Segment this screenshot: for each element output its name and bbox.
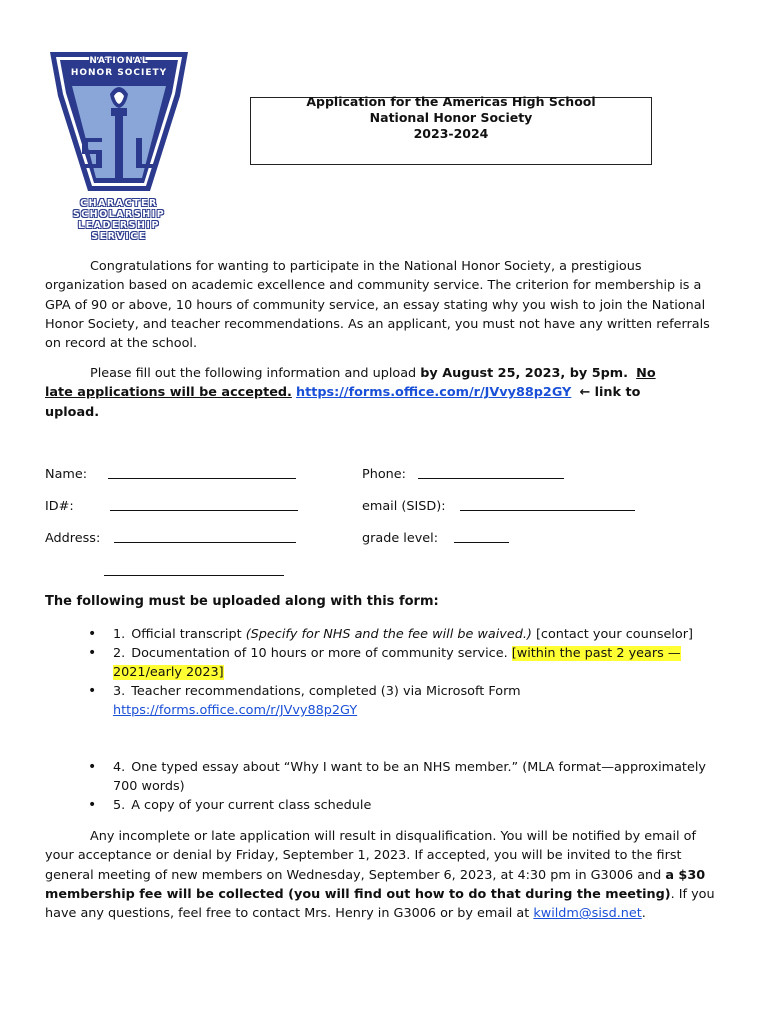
name-input[interactable] bbox=[108, 466, 296, 479]
email-input[interactable] bbox=[460, 498, 635, 511]
logo-motto: CHARACTER SCHOLARSHIP LEADERSHIP SERVICE bbox=[72, 198, 166, 242]
id-input[interactable] bbox=[110, 498, 298, 511]
logo-bottom-band: HONOR SOCIETY bbox=[70, 68, 168, 78]
list-item: • 5. A copy of your current class schedule bbox=[88, 796, 728, 815]
deadline-text: by August 25, 2023, by 5pm. bbox=[420, 366, 628, 381]
title-line-1: Application for the Americas High School bbox=[306, 94, 596, 109]
late-warning: late applications will be accepted. bbox=[45, 385, 292, 401]
list-item: • 1. Official transcript (Specify for NHS and the fee will be waived.) [contact your counselor] bbox=[88, 625, 728, 644]
grade-input[interactable] bbox=[454, 530, 509, 543]
list-item: • 3. Teacher recommendations, completed (3) via Microsoft Form https://forms.office.com/r/JVvy88p2GY bbox=[88, 682, 728, 720]
phone-field bbox=[362, 466, 406, 484]
instructions-paragraph: Please fill out the following information and upload by August 25, 2023, by 5pm. No late applications will be accepted. https://forms.office.com/r/JVvy88p2GY ← link to upload. bbox=[45, 366, 656, 420]
phone-label: Phone: bbox=[362, 467, 406, 482]
contact-email-link[interactable]: kwildm@sisd.net bbox=[533, 906, 642, 922]
requirements-list bbox=[88, 625, 728, 720]
title-line-3: 2023-2024 bbox=[413, 126, 489, 141]
email-label: email (SISD): bbox=[362, 499, 446, 514]
id-label: ID#: bbox=[45, 499, 74, 514]
grade-label: grade level: bbox=[362, 531, 439, 546]
id-field bbox=[45, 498, 74, 516]
requirements-list-continued bbox=[88, 758, 728, 815]
phone-input[interactable] bbox=[418, 466, 564, 479]
closing-paragraph: Any incomplete or late application will result in disqualification. You will be notified by email of your acceptance or denial by Friday, September 1, 2023. If accepted, you will be invited to the first general meeting of new members on Wednesday, September 6, 2023, at 4:30 pm in G3006 and a $30 membership fee will be collected (you will find out how to do that during the meeting). If you have any questions, feel free to contact Mrs. Henry in G3006 or by email at kwildm@sisd.net. bbox=[45, 829, 715, 922]
upload-link[interactable]: https://forms.office.com/r/JVvy88p2GY bbox=[295, 385, 572, 401]
highlighted-timeframe: [within the past 2 years —2021/early 2023] bbox=[113, 646, 681, 680]
application-title-box bbox=[250, 94, 652, 165]
requirements-heading: The following must be uploaded along with this form: bbox=[45, 594, 439, 609]
email-field bbox=[362, 498, 446, 516]
address-input-line-2[interactable] bbox=[104, 563, 284, 576]
logo-top-band: NATIONAL bbox=[89, 56, 149, 66]
address-field bbox=[45, 530, 100, 548]
list-item: • 4. One typed essay about “Why I want to be an NHS member.” (MLA format—approximately 700 words) bbox=[88, 758, 728, 796]
nhs-logo bbox=[44, 46, 194, 242]
grade-field bbox=[362, 530, 438, 548]
list-item: • 2. Documentation of 10 hours or more of community service. [within the past 2 years —2021/early 2023] bbox=[88, 644, 728, 682]
name-label: Name: bbox=[45, 467, 88, 482]
fee-notice: a $30 membership fee will be collected (you will find out how to do that during the meeting) bbox=[45, 867, 706, 902]
teacher-form-link[interactable]: https://forms.office.com/r/JVvy88p2GY bbox=[113, 703, 358, 718]
address-input-line-1[interactable] bbox=[114, 530, 296, 543]
title-line-2: National Honor Society bbox=[369, 110, 533, 125]
intro-paragraph: Congratulations for wanting to participate in the National Honor Society, a prestigious organization based on academic excellence and community service. The criterion for membership is a GPA of 90 or above, 10 hours of community service, an essay stating why you wish to join the National Honor Society, and teacher recommendations. As an applicant, you must not have any written referrals on record at the school. bbox=[45, 259, 710, 352]
name-field bbox=[45, 466, 87, 484]
address-label: Address: bbox=[45, 531, 101, 546]
